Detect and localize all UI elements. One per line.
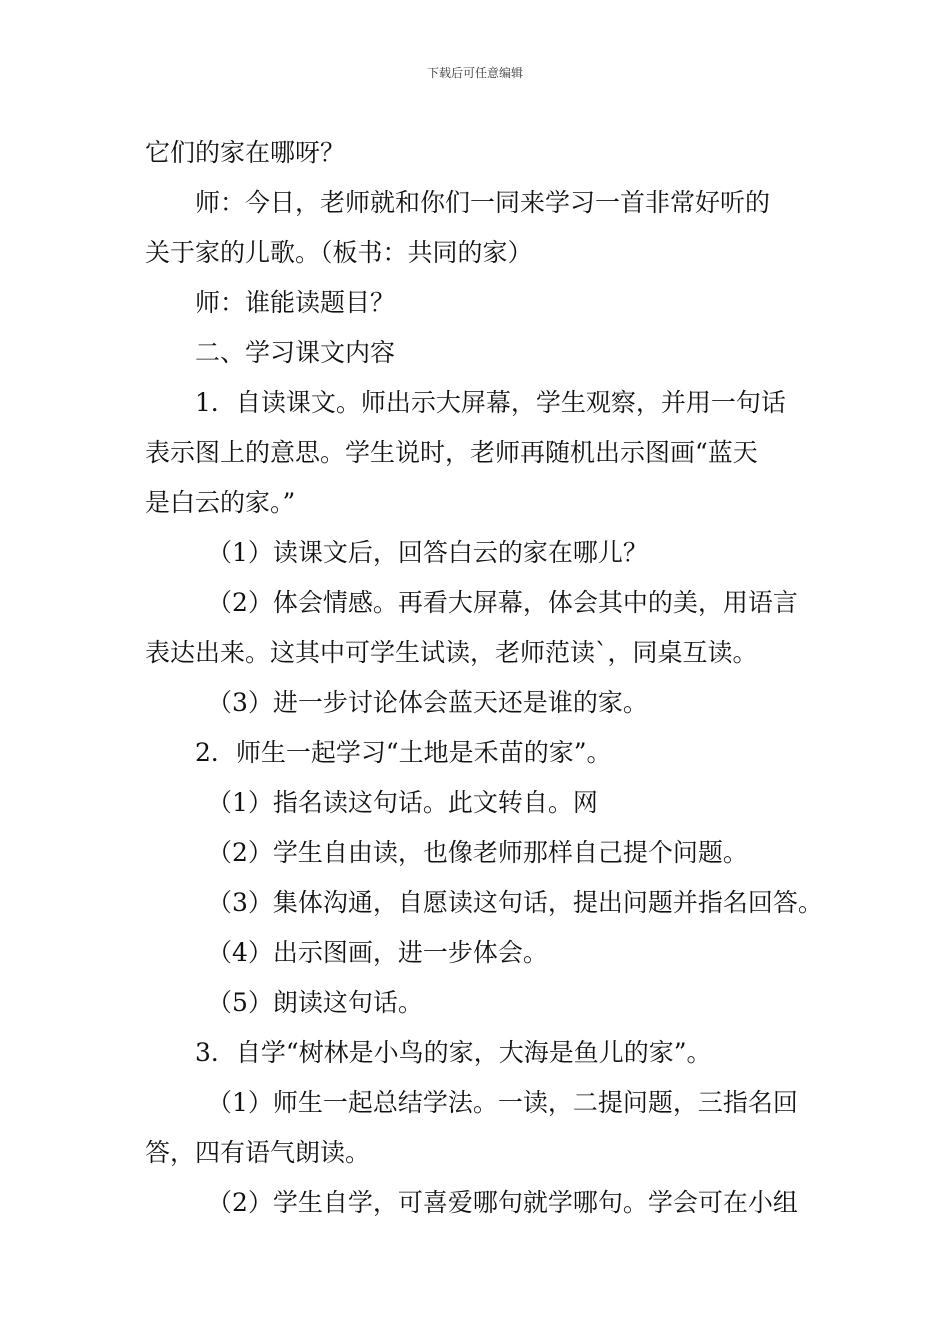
paragraph-line: 3．自学“树林是小鸟的家，大海是鱼儿的家”。 — [195, 1038, 712, 1067]
paragraph-line: 1．自读课文。师出示大屏幕，学生观察，并用一句话 — [195, 388, 786, 417]
paragraph-line: （1）师生一起总结学法。一读，二提问题，三指名回 — [207, 1088, 798, 1117]
paragraph-line: 是白云的家。” — [145, 488, 296, 517]
paragraph-line: 师：今日，老师就和你们一同来学习一首非常好听的 — [195, 188, 771, 217]
paragraph-line: （3）进一步讨论体会蓝天还是谁的家。 — [207, 688, 648, 717]
paragraph-line: 表达出来。这其中可学生试读，老师范读`，同桌互读。 — [145, 638, 758, 667]
paragraph-line: 关于家的儿歌。（板书：共同的家） — [145, 238, 533, 267]
paragraph-line: （1）指名读这句话。此文转自。网 — [207, 788, 598, 817]
page-header: 下载后可任意编辑 — [426, 66, 523, 80]
document-body — [145, 128, 823, 1228]
paragraph-line: （5）朗读这句话。 — [207, 988, 423, 1017]
paragraph-line: 2．师生一起学习“土地是禾苗的家”。 — [195, 738, 612, 767]
paragraph-line: （3）集体沟通，自愿读这句话，提出问题并指名回答。 — [207, 888, 823, 917]
paragraph-line: （2）学生自由读，也像老师那样自己提个问题。 — [207, 838, 748, 867]
paragraph-line: （4）出示图画，进一步体会。 — [207, 938, 548, 967]
paragraph-line: 师：谁能读题目？ — [195, 288, 396, 317]
paragraph-line: 表示图上的意思。学生说时，老师再随机出示图画“蓝天 — [145, 438, 758, 467]
paragraph-line: （2）学生自学，可喜爱哪句就学哪句。学会可在小组 — [207, 1188, 798, 1217]
paragraph-line: （1）读课文后，回答白云的家在哪儿？ — [207, 538, 648, 567]
section-heading: 二、学习课文内容 — [195, 338, 396, 367]
paragraph-line: 答，四有语气朗读。 — [145, 1138, 371, 1167]
paragraph-line: 它们的家在哪呀？ — [145, 138, 346, 167]
paragraph-line: （2）体会情感。再看大屏幕，体会其中的美，用语言 — [207, 588, 798, 617]
